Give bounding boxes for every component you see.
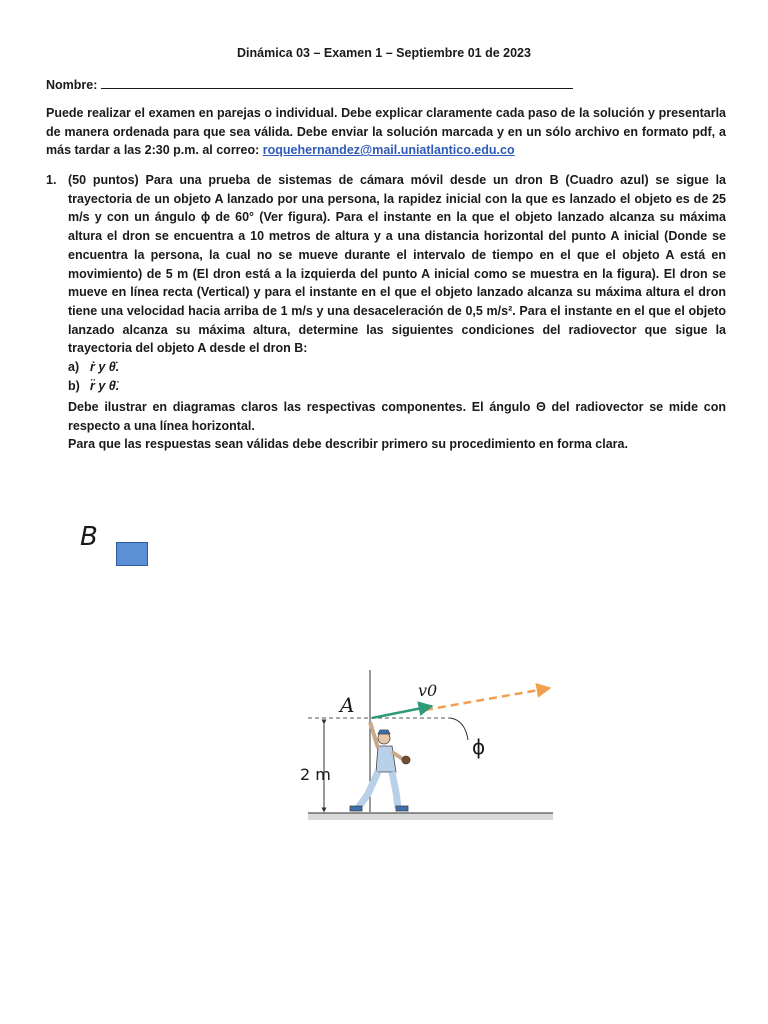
ground xyxy=(308,813,553,820)
name-label: Nombre: xyxy=(46,78,98,92)
velocity-arrow xyxy=(372,706,432,718)
height-label: 2 m xyxy=(300,765,331,784)
part-a-text: ṙ y θ̇. xyxy=(90,360,120,375)
notes-line-1: Debe ilustrar en diagramas claros las respectivas componentes. El ángulo Θ del radiovector se mide con respecto a una línea horizontal. xyxy=(68,400,726,433)
instructions-text: Puede realizar el examen en parejas o individual. Debe explicar claramente cada paso de la solución y presentarla de manera ordenada para que sea válida. Debe enviar la solución marcada y en un sólo archivo en formato pdf, a más tardar a las 2:30 p.m. al correo: xyxy=(46,106,726,158)
thrower-figure xyxy=(300,660,560,850)
problem-number: 1. xyxy=(46,173,57,187)
name-blank-line xyxy=(101,76,573,89)
name-field xyxy=(46,76,726,92)
part-b xyxy=(68,377,726,396)
part-a-label: a) xyxy=(68,360,80,375)
velocity-label: v0 xyxy=(418,681,438,700)
notes-line-2: Para que las respuestas sean válidas debe describir primero su procedimiento en forma clara. xyxy=(68,437,628,452)
point-label: A xyxy=(340,693,355,717)
problem-statement: (50 puntos) Para una prueba de sistemas de cámara móvil desde un dron B (Cuadro azul) se sigue la trayectoria de un objeto A lanzado por una persona, la rapidez inicial con la que es lanzado el objeto es de 25 m/s y con un ángulo ϕ de 60° (Ver figura). Para el instante en la que el objeto lanzado alcanza su máxima altura el dron se encuentra a 10 metros de altura y a una distancia horizontal del punto A inicial (Donde se encuentra la persona, la cual no se mueve durante el intervalo de tiempo en el que el objeto A está en movimiento) de 5 m (El dron está a la izquierda del punto A inicial como se muestra en la figura). El dron se mueve en línea recta (Vertical) y para el instante en el que el objeto lanzado alcanza su máxima altura el dron tiene una velocidad hacia arriba de 1 m/s y una desaceleración de 0,5 m/s². Para el instante en el que el objeto lanzado alcanza su máxima altura, determine las siguientes condiciones del radiovector que sigue la trayectoria del objeto A desde el dron B: xyxy=(68,173,726,356)
drone-square xyxy=(116,542,148,566)
angle-label: ϕ xyxy=(472,735,486,759)
part-a xyxy=(68,358,726,377)
part-b-label: b) xyxy=(68,378,80,393)
angle-arc xyxy=(450,718,468,740)
notes xyxy=(68,398,726,454)
thrower-person xyxy=(350,722,410,811)
page-title: Dinámica 03 – Examen 1 – Septiembre 01 de 2023 xyxy=(237,46,531,60)
email-link[interactable]: roquehernandez@mail.uniatlantico.edu.co xyxy=(262,143,515,158)
instructions-paragraph xyxy=(46,104,726,160)
problem-1 xyxy=(46,171,726,395)
drone-label: B xyxy=(80,522,98,552)
trajectory-dashed-line xyxy=(425,688,550,710)
part-b-text: r̈ y θ̈. xyxy=(90,378,120,393)
